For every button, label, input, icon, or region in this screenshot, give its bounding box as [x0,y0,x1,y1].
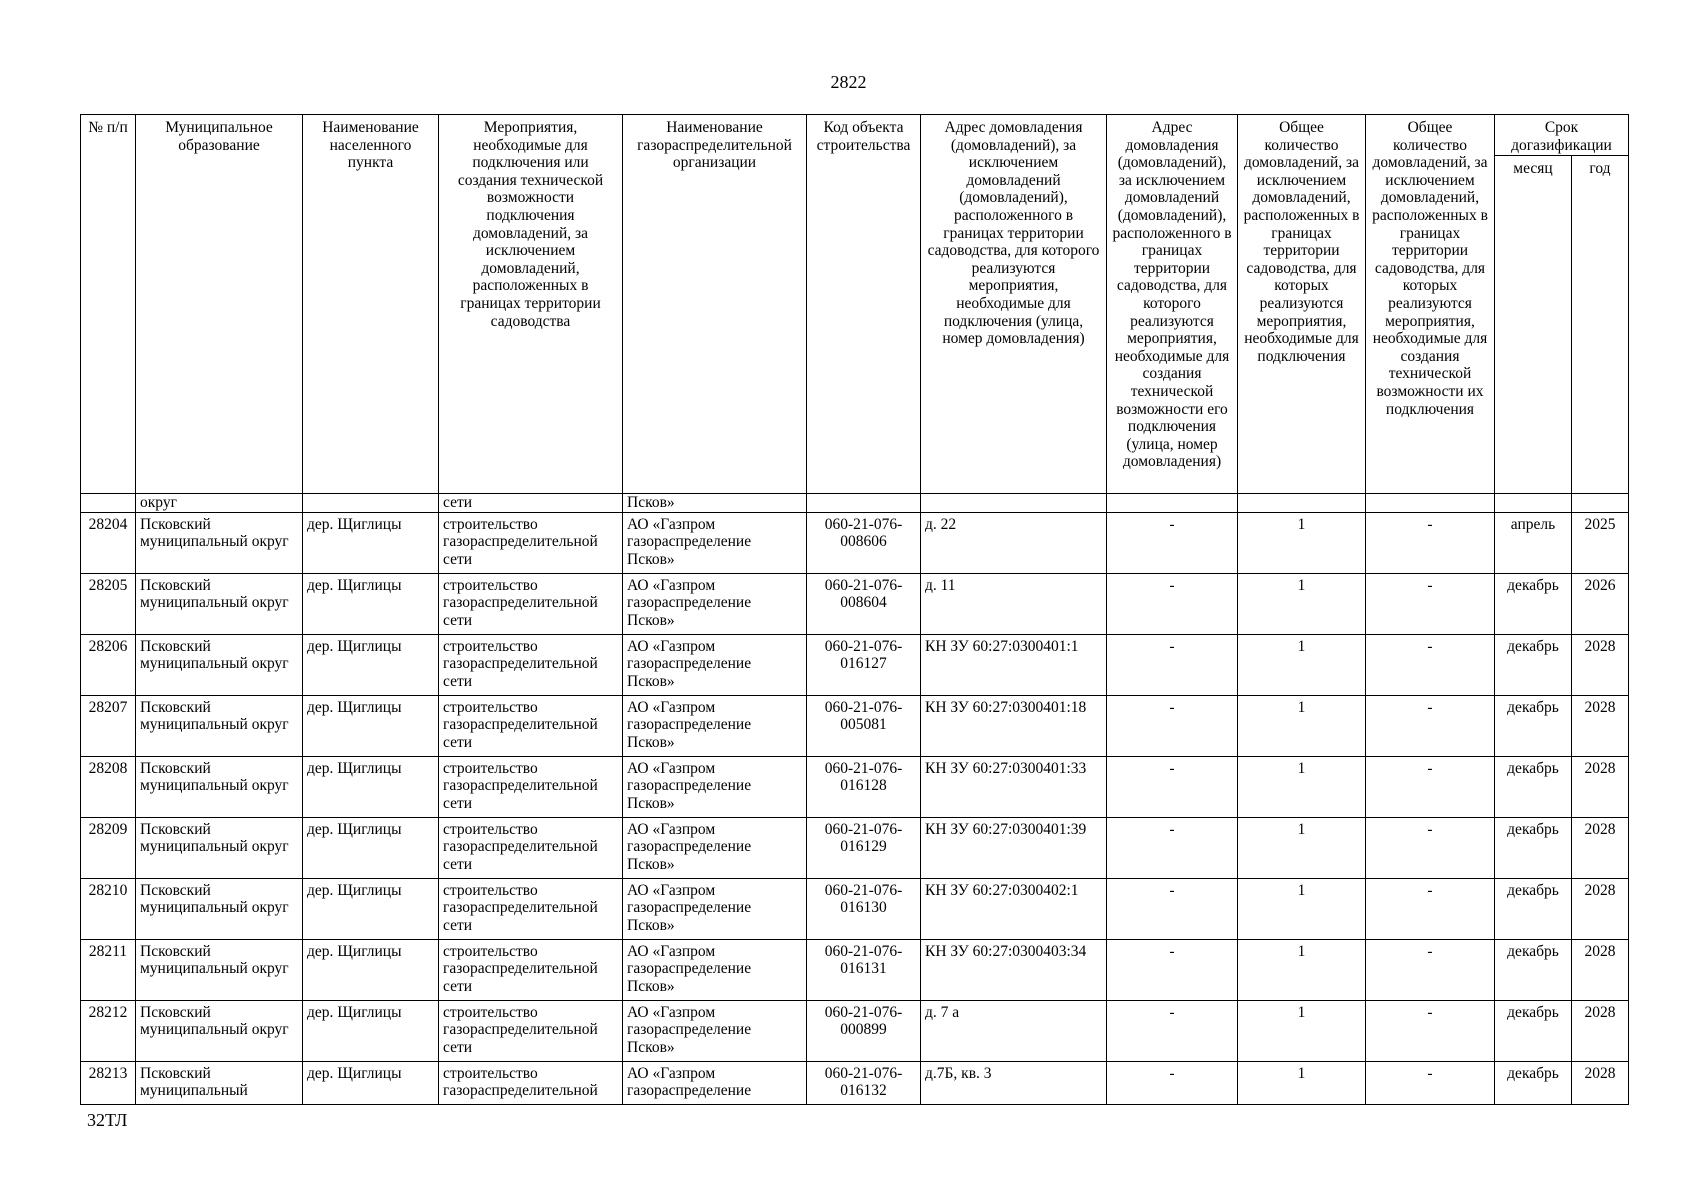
cell-municipality: Псковский муниципальный округ [136,939,303,1000]
cell-year: 2028 [1572,1061,1629,1104]
cell-count1: 1 [1238,817,1366,878]
cell-settlement: дер. Щиглицы [303,512,439,573]
cell-activity: строительство газораспределительной сети [439,634,623,695]
cell-count2: - [1366,817,1495,878]
cell-address1: д.7Б, кв. 3 [921,1061,1107,1104]
cell-count2: - [1366,756,1495,817]
cell-count2: - [1366,1061,1495,1104]
cell-activity: строительство газораспределительной сети [439,817,623,878]
header-year: год [1572,156,1629,494]
cell-address1: КН ЗУ 60:27:0300402:1 [921,878,1107,939]
cell-month: декабрь [1495,1000,1572,1061]
cell-code: 060-21-076-016128 [807,756,921,817]
cell-count2: - [1366,695,1495,756]
cell-month: декабрь [1495,1061,1572,1104]
cell-num: 28204 [81,512,136,573]
cell-activity: строительство газораспределительной сети [439,1000,623,1061]
continuation-municipality: округ [136,494,303,513]
cell-activity: строительство газораспределительной сети [439,756,623,817]
cell-municipality: Псковский муниципальный округ [136,573,303,634]
header-code: Код объекта строительства [807,115,921,494]
cell-activity: строительство газораспределительной сети [439,939,623,1000]
cell-settlement: дер. Щиглицы [303,756,439,817]
cell-municipality: Псковский муниципальный округ [136,817,303,878]
cell-count1: 1 [1238,939,1366,1000]
cell-month: апрель [1495,512,1572,573]
cell-year: 2028 [1572,756,1629,817]
header-month: месяц [1495,156,1572,494]
cell-num: 28213 [81,1061,136,1104]
cell-count1: 1 [1238,1000,1366,1061]
header-gdo: Наименование газораспределительной организации [623,115,807,494]
cell-settlement: дер. Щиглицы [303,1000,439,1061]
cell-code: 060-21-076-016132 [807,1061,921,1104]
cell-code: 060-21-076-005081 [807,695,921,756]
cell-code: 060-21-076-008606 [807,512,921,573]
cell-code: 060-21-076-008604 [807,573,921,634]
header-address2: Адрес домовладения (домовладений), за исключением домовладений (домовладений), расположенного в границах территории садоводства, для которого реализуются мероприятия, необходимые для создания технической возможности его подключения (улица, номер домовладения) [1107,115,1238,494]
cell-month: декабрь [1495,573,1572,634]
table-row [81,878,1629,939]
cell-count1: 1 [1238,756,1366,817]
cell-month: декабрь [1495,756,1572,817]
cell-year: 2026 [1572,573,1629,634]
cell-address1: д. 11 [921,573,1107,634]
cell-month: декабрь [1495,634,1572,695]
header-deadline: Срок догазификации [1495,115,1629,156]
page-number: 2822 [830,72,867,92]
table-row [81,634,1629,695]
cell-gdo: АО «Газпром газораспределение Псков» [623,512,807,573]
cell-address2: - [1107,939,1238,1000]
cell-address2: - [1107,756,1238,817]
cell-month: декабрь [1495,939,1572,1000]
footer-code: 32ТЛ [87,1110,128,1130]
table-row [81,573,1629,634]
cell-count2: - [1366,1000,1495,1061]
cell-activity: строительство газораспределительной сети [439,695,623,756]
cell-address1: д. 7 а [921,1000,1107,1061]
cell-gdo: АО «Газпром газораспределение Псков» [623,634,807,695]
cell-month: декабрь [1495,878,1572,939]
table-row [81,1000,1629,1061]
cell-gdo: АО «Газпром газораспределение Псков» [623,695,807,756]
cell-count2: - [1366,512,1495,573]
cell-address1: КН ЗУ 60:27:0300403:34 [921,939,1107,1000]
cell-settlement: дер. Щиглицы [303,695,439,756]
cell-count1: 1 [1238,695,1366,756]
cell-address1: КН ЗУ 60:27:0300401:18 [921,695,1107,756]
cell-gdo: АО «Газпром газораспределение [623,1061,807,1104]
cell-address2: - [1107,695,1238,756]
cell-num: 28208 [81,756,136,817]
cell-count2: - [1366,939,1495,1000]
cell-num: 28212 [81,1000,136,1061]
cell-settlement: дер. Щиглицы [303,1061,439,1104]
cell-month: декабрь [1495,695,1572,756]
cell-num: 28211 [81,939,136,1000]
table-row [81,695,1629,756]
cell-municipality: Псковский муниципальный округ [136,634,303,695]
cell-count1: 1 [1238,878,1366,939]
cell-gdo: АО «Газпром газораспределение Псков» [623,939,807,1000]
cell-year: 2028 [1572,634,1629,695]
cell-address2: - [1107,573,1238,634]
cell-count1: 1 [1238,573,1366,634]
cell-municipality: Псковский муниципальный округ [136,695,303,756]
cell-address1: КН ЗУ 60:27:0300401:39 [921,817,1107,878]
header-count2: Общее количество домовладений, за исключением домовладений, расположенных в границах территории садоводства, для которых реализуются мероприятия, необходимые для создания технической возможности их подключения [1366,115,1495,494]
table-row [81,1061,1629,1104]
cell-address2: - [1107,878,1238,939]
cell-year: 2028 [1572,939,1629,1000]
header-address1: Адрес домовладения (домовладений), за исключением домовладений (домовладений), расположенного в границах территории садоводства, для которого реализуются мероприятия, необходимые для подключения (улица, номер домовладения) [921,115,1107,494]
cell-gdo: АО «Газпром газораспределение Псков» [623,1000,807,1061]
continuation-activity: сети [439,494,623,513]
cell-num: 28210 [81,878,136,939]
table-row [81,939,1629,1000]
cell-num: 28209 [81,817,136,878]
table-row [81,756,1629,817]
cell-settlement: дер. Щиглицы [303,817,439,878]
cell-address2: - [1107,512,1238,573]
table-row [81,512,1629,573]
header-settlement: Наименование населенного пункта [303,115,439,494]
cell-num: 28205 [81,573,136,634]
cell-count2: - [1366,573,1495,634]
cell-activity: строительство газораспределительной сети [439,878,623,939]
cell-gdo: АО «Газпром газораспределение Псков» [623,817,807,878]
header-count1: Общее количество домовладений, за исключением домовладений, расположенных в границах территории садоводства, для которых реализуются мероприятия, необходимые для подключения [1238,115,1366,494]
header-activity: Мероприятия, необходимые для подключения или создания технической возможности подключения домовладений, за исключением домовладений, расположенных в границах территории садоводства [439,115,623,494]
cell-gdo: АО «Газпром газораспределение Псков» [623,756,807,817]
cell-address1: д. 22 [921,512,1107,573]
cell-count1: 1 [1238,634,1366,695]
cell-code: 060-21-076-016131 [807,939,921,1000]
cell-settlement: дер. Щиглицы [303,878,439,939]
cell-settlement: дер. Щиглицы [303,939,439,1000]
cell-num: 28206 [81,634,136,695]
continuation-gdo: Псков» [623,494,807,513]
cell-settlement: дер. Щиглицы [303,573,439,634]
cell-code: 060-21-076-016130 [807,878,921,939]
cell-municipality: Псковский муниципальный округ [136,1000,303,1061]
cell-count1: 1 [1238,512,1366,573]
header-municipality: Муниципальное образование [136,115,303,494]
cell-year: 2028 [1572,1000,1629,1061]
cell-count2: - [1366,878,1495,939]
cell-address2: - [1107,1000,1238,1061]
cell-address2: - [1107,634,1238,695]
cell-municipality: Псковский муниципальный округ [136,756,303,817]
cell-count1: 1 [1238,1061,1366,1104]
cell-municipality: Псковский муниципальный [136,1061,303,1104]
cell-address2: - [1107,817,1238,878]
cell-month: декабрь [1495,817,1572,878]
cell-gdo: АО «Газпром газораспределение Псков» [623,878,807,939]
cell-activity: строительство газораспределительной сети [439,573,623,634]
table-row [81,817,1629,878]
header-row [81,115,1629,156]
cell-activity: строительство газораспределительной [439,1061,623,1104]
cell-year: 2025 [1572,512,1629,573]
cell-code: 060-21-076-016129 [807,817,921,878]
gasification-table [80,114,1629,1105]
header-num: № п/п [81,115,136,494]
cell-year: 2028 [1572,817,1629,878]
cell-year: 2028 [1572,695,1629,756]
cell-municipality: Псковский муниципальный округ [136,878,303,939]
cell-num: 28207 [81,695,136,756]
cell-municipality: Псковский муниципальный округ [136,512,303,573]
cell-count2: - [1366,634,1495,695]
cell-gdo: АО «Газпром газораспределение Псков» [623,573,807,634]
cell-address2: - [1107,1061,1238,1104]
continuation-row [81,494,1629,513]
cell-address1: КН ЗУ 60:27:0300401:1 [921,634,1107,695]
cell-activity: строительство газораспределительной сети [439,512,623,573]
cell-code: 060-21-076-016127 [807,634,921,695]
cell-settlement: дер. Щиглицы [303,634,439,695]
cell-year: 2028 [1572,878,1629,939]
cell-code: 060-21-076-000899 [807,1000,921,1061]
cell-address1: КН ЗУ 60:27:0300401:33 [921,756,1107,817]
